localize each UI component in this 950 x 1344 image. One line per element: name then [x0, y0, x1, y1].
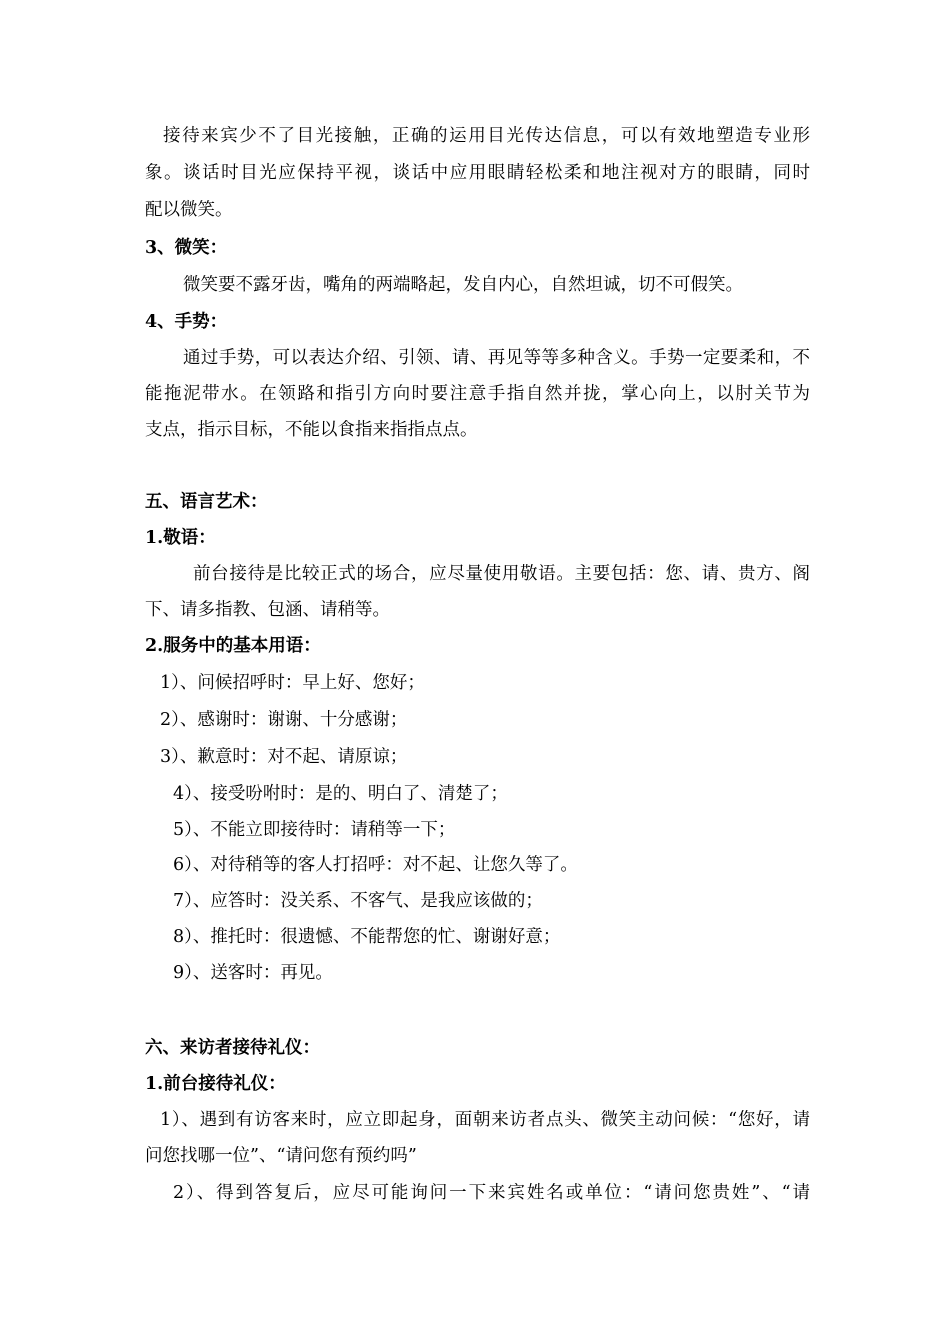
heading-section-5: 五、语言艺术： [145, 492, 268, 512]
heading-basic-phrases: 2.服务中的基本用语： [145, 636, 321, 656]
paragraph-respect-line-2: 下、请多指教、包涵、请稍等。 [145, 600, 390, 620]
heading-front-desk-etiquette: 1.前台接待礼仪： [145, 1074, 286, 1094]
list-item: 5）、不能立即接待时：请稍等一下； [173, 820, 456, 840]
paragraph-gesture-line-1: 通过手势，可以表达介绍、引领、请、再见等等多种含义。手势一定要柔和，不 [183, 348, 810, 368]
paragraph-eye-contact-line-1: 接待来宾少不了目光接触，正确的运用目光传达信息，可以有效地塑造专业形 [163, 126, 810, 146]
list-item: 2）、感谢时：谢谢、十分感谢； [160, 710, 408, 730]
list-item: 9）、送客时：再见。 [173, 963, 333, 983]
list-item: 7）、应答时：没关系、不客气、是我应该做的； [173, 891, 543, 911]
list-item: 1）、问候招呼时：早上好、您好； [160, 673, 425, 693]
list-item: 8）、推托时：很遗憾、不能帮您的忙、谢谢好意； [173, 927, 561, 947]
list-item: 4）、接受吩咐时：是的、明白了、清楚了； [173, 784, 508, 804]
heading-respect-words: 1.敬语： [145, 528, 216, 548]
paragraph-gesture-line-3: 支点，指示目标，不能以食指来指指点点。 [145, 420, 478, 440]
paragraph-gesture-line-2: 能拖泥带水。在领路和指引方向时要注意手指自然并拢，掌心向上，以肘关节为 [145, 384, 810, 404]
paragraph-visitor-2-line-1: 2）、得到答复后，应尽可能询问一下来宾姓名或单位：“请问您贵姓”、“请 [173, 1183, 810, 1203]
heading-smile: 3、微笑： [145, 238, 228, 258]
paragraph-smile: 微笑要不露牙齿，嘴角的两端略起，发自内心，自然坦诚，切不可假笑。 [183, 275, 743, 295]
paragraph-respect-line-1: 前台接待是比较正式的场合，应尽量使用敬语。主要包括：您、请、贵方、阁 [193, 564, 810, 584]
heading-gesture: 4、手势： [145, 312, 228, 332]
list-item: 3）、歉意时：对不起、请原谅； [160, 747, 408, 767]
paragraph-eye-contact-line-3: 配以微笑。 [145, 200, 233, 220]
heading-section-6: 六、来访者接待礼仪： [145, 1038, 320, 1058]
list-item: 6）、对待稍等的客人打招呼：对不起、让您久等了。 [173, 855, 578, 875]
paragraph-visitor-1-line-1: 1）、遇到有访客来时，应立即起身，面朝来访者点头、微笑主动问候：“您好，请 [160, 1110, 810, 1130]
paragraph-visitor-1-line-2: 问您找哪一位”、“请问您有预约吗” [145, 1146, 417, 1166]
paragraph-eye-contact-line-2: 象。谈话时目光应保持平视，谈话中应用眼睛轻松柔和地注视对方的眼睛，同时 [145, 163, 810, 183]
